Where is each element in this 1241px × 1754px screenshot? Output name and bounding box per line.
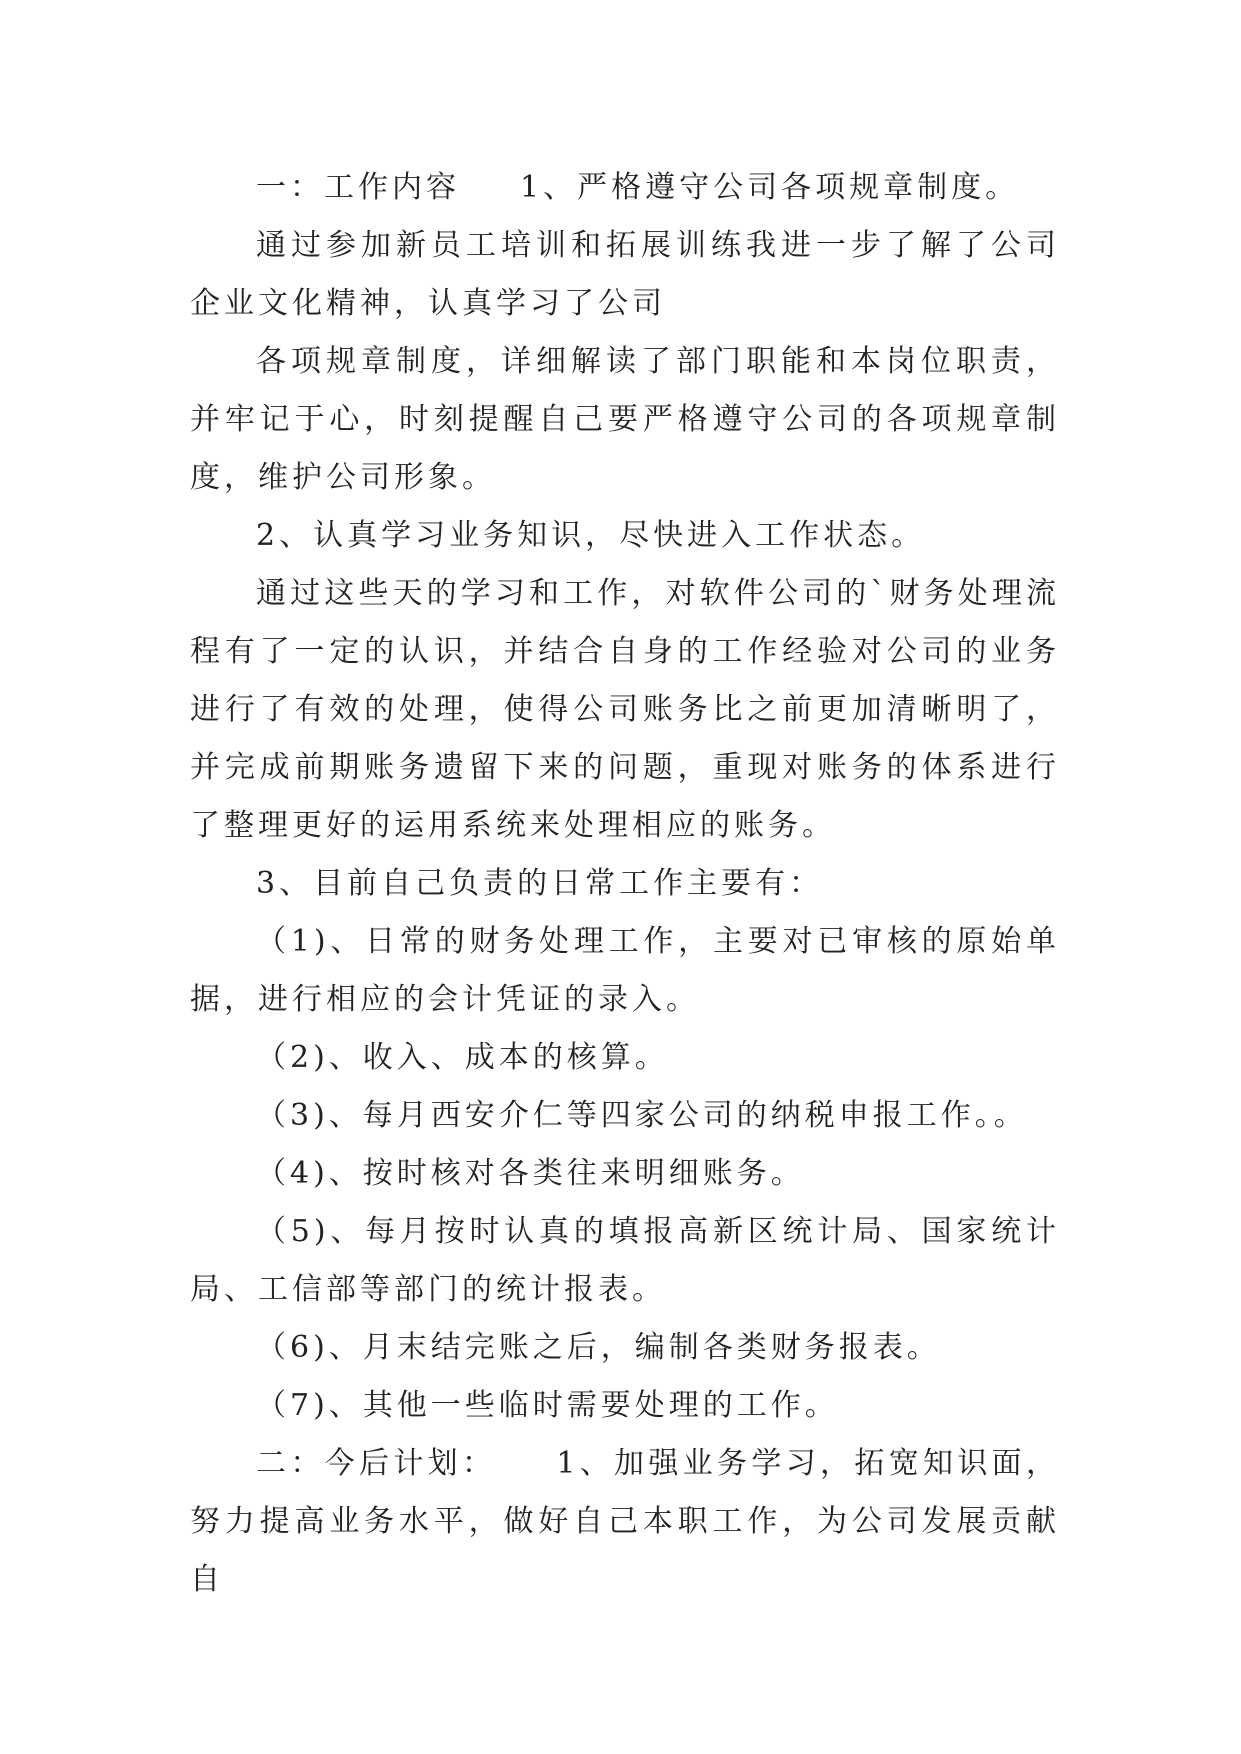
work-item-1-heading: 1、严格遵守公司各项规章制度。	[520, 170, 1020, 205]
paragraph-work-content	[190, 159, 1060, 217]
duty-item-5: （5)、每月按时认真的填报高新区统计局、国家统计局、工信部等部门的统计报表。	[190, 1214, 1060, 1307]
section-heading-work-content: 一：工作内容	[256, 170, 460, 205]
section-heading-future-plan: 二：今后计划：	[256, 1446, 497, 1481]
paragraph-training: 通过参加新员工培训和拓展训练我进一步了解了公司企业文化精神，认真学习了公司	[190, 228, 1060, 321]
paragraph-learning: 通过这些天的学习和工作，对软件公司的`财务处理流程有了一定的认识，并结合自身的工作经验对公司的业务进行了有效的处理，使得公司账务比之前更加清晰明了，并完成前期账务遗留下来的问题，重现对账务的体系进行了整理更好的运用系统来处理相应的账务。	[190, 576, 1060, 843]
work-item-3-heading: 3、目前自己负责的日常工作主要有：	[256, 866, 824, 901]
work-item-2-heading: 2、认真学习业务知识，尽快进入工作状态。	[256, 518, 926, 553]
paragraph-future-plan	[190, 1435, 1060, 1609]
duty-item-3: （3)、每月西安介仁等四家公司的纳税申报工作。。	[256, 1098, 1028, 1133]
duty-item-4: （4)、按时核对各类往来明细账务。	[256, 1156, 805, 1191]
duty-item-7: （7)、其他一些临时需要处理的工作。	[256, 1388, 839, 1423]
document-body	[190, 159, 1060, 1609]
duty-item-2: （2)、收入、成本的核算。	[256, 1040, 669, 1075]
paragraph-regulations: 各项规章制度，详细解读了部门职能和本岗位职责，并牢记于心，时刻提醒自己要严格遵守公司的各项规章制度，维护公司形象。	[190, 344, 1060, 495]
duty-item-6: （6)、月末结完账之后，编制各类财务报表。	[256, 1330, 941, 1365]
duty-item-1: （1)、日常的财务处理工作，主要对已审核的原始单据，进行相应的会计凭证的录入。	[190, 924, 1060, 1017]
plan-item-1: 1、加强业务学习，拓宽知识面，努力提高业务水平，做好自己本职工作，为公司发展贡献自	[190, 1446, 1061, 1597]
